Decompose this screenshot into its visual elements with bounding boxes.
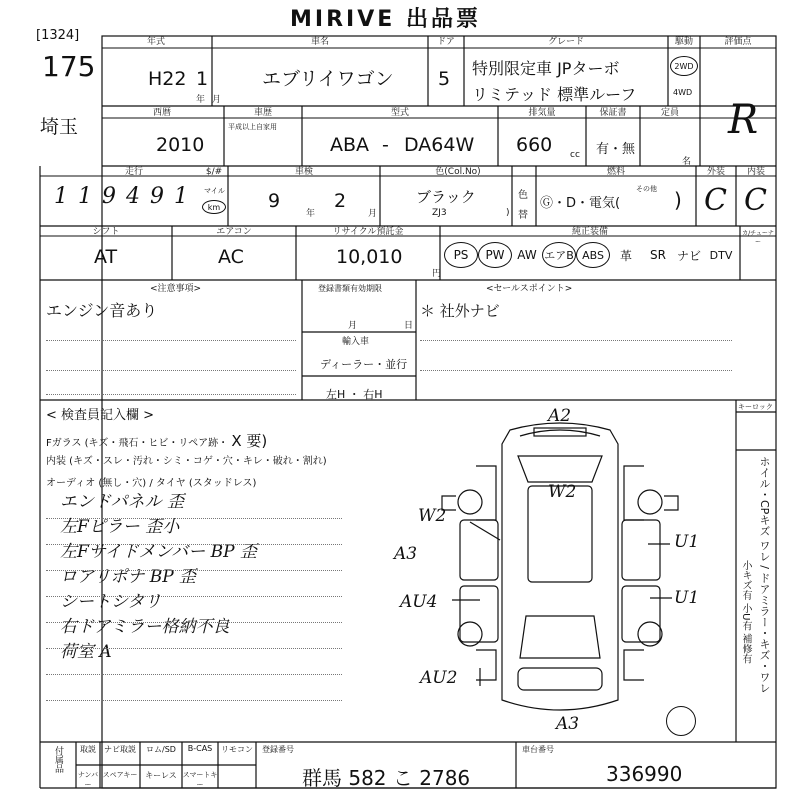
mark-left-au2: AU2 [420,668,458,688]
mark-right-u1b: U1 [674,588,700,608]
history-sub: 平成以上自家用 [228,123,277,131]
capacity-unit: 名 [682,157,692,167]
spare-tire-icon [666,706,696,736]
equipment-item: AW [517,248,537,262]
equipment-item: ナビ [676,248,701,263]
interior-line: 内装 (キズ・スレ・汚れ・シミ・コゲ・穴・キレ・破れ・割れ) [46,456,327,467]
equipment-item: SR [650,248,666,262]
inspection-month: 2 [334,190,347,212]
mark-a3-bottom: A3 [556,714,580,734]
equipment-list [444,242,738,268]
header-reg-expiry: 登録書類有効期限 [318,284,382,293]
header-caution: <注意事項> [150,284,202,294]
accessory-item: スペアキー [102,771,138,779]
reg-month-label: 月 [348,321,358,331]
header-year: 年式 [146,37,165,47]
header-fuel: 燃料 [606,167,625,177]
equipment-item: PW [478,242,512,268]
era-year: H22 [148,68,187,90]
lot-region: 埼玉 [40,116,79,138]
footer-accessories-header: 付属品 [53,746,63,773]
import-handle: 左H ・ 右H [326,388,383,401]
color-change-b: 替 [518,210,528,221]
remark-line: 右ドアミラー格納不良 [60,617,230,637]
mile-unit: マイル [204,187,225,195]
header-history: 車歴 [253,108,272,118]
side-note-2: 小キズ有 小U有 補修有 [740,560,751,664]
header-odo: $/# [205,167,223,177]
mark-left-w2: W2 [418,506,447,526]
remark-line: シートシタリ [60,592,162,612]
mileage-digits [54,186,188,208]
header-exterior: 外装 [706,167,725,177]
reg-day-label: 日 [404,321,414,331]
equipment-item: エアB [542,242,576,268]
color-change-a: 色 [518,190,528,201]
mileage-digit: 9 [150,184,164,209]
equipment-item: DTV [709,248,733,262]
import-dealer: ディーラー・並行 [320,358,408,371]
year-unit: 年 [196,95,206,105]
brand-name: MIRIVE [290,7,396,32]
caution-text: エンジン音あり [46,301,158,320]
month-unit: 月 [212,95,222,105]
audio-tire-line: オーディオ (無し・穴) / タイヤ (スタッドレス) [46,478,257,489]
fglass-line [46,430,267,451]
header-score: 評価点 [724,37,752,47]
header-seireki: 西暦 [152,108,171,118]
accessories-row-1 [76,744,256,755]
remark-line: 荷室 A [60,642,112,662]
warranty-value: 有・無 [596,142,636,157]
accessories-row-2 [76,770,218,790]
side-note-1: ホイル・CPキズ ワレ / ドアミラー・キズ・ワレ [758,456,771,694]
car-name: エブリイワゴン [262,68,394,90]
header-model: 型式 [390,108,409,118]
equipment-item: PS [444,242,478,268]
aircon-value: AC [218,246,244,268]
drive-4wd: 4WD [673,88,693,97]
header-plate: 登録番号 [262,745,294,754]
fglass-text: Fガラス (キズ・飛石・ヒビ・リペア跡・ [46,438,229,449]
mark-left-a3: A3 [394,544,418,564]
shift-value: AT [94,246,118,268]
model-code: DA64W [404,134,475,156]
mark-left-au4: AU4 [400,592,438,612]
accessory-item: 取説 [80,745,96,754]
header-audio: カ/チューナー [742,230,774,246]
color-number: ZJ3 [432,208,447,218]
remark-line: エンドパネル 歪 [60,492,185,512]
model-dash: - [382,134,389,156]
recycle-fee: 10,010 [336,246,403,268]
sales-point: ＊ 社外ナビ [420,302,500,320]
mileage-digit: 1 [78,184,92,209]
cc-unit: cc [570,150,580,160]
car-diagram [440,406,680,740]
header-sales-point: <セールスポイント> [486,284,573,294]
mark-a2: A2 [548,406,572,426]
header-cc: 排気量 [528,108,556,118]
remark-line: ロアリポナ BP 歪 [60,567,197,587]
mark-roof-w2: W2 [548,482,577,502]
fuel-close: ) [674,188,682,212]
form-title [290,2,481,33]
inspector-remarks [60,494,257,661]
interior-grade: C [744,183,767,218]
accessory-item: ロム/SD [146,745,176,754]
accessory-item: B-CAS [187,744,213,753]
engine-cc: 660 [516,134,553,156]
chassis-number: 336990 [606,762,683,786]
header-mileage: 走行 [124,167,143,177]
form-label: 出品票 [405,7,481,32]
header-car-name: 車名 [310,37,329,47]
fuel-type: Ⓖ・D・電気( [540,196,621,211]
inspector-title: < 検査員記入欄 > [46,408,155,423]
fglass-mark: X 要) [231,432,268,450]
header-doors: ドア [437,37,455,47]
header-drive: 駆動 [674,37,693,47]
header-aircon: エアコン [216,227,252,237]
color-paren: ) [506,208,510,218]
color-name: ブラック [416,188,476,206]
km-unit-circled: km [202,200,226,214]
door-count: 5 [438,68,451,90]
year-ad: 2010 [156,134,205,156]
equipment-item: ABS [576,242,610,268]
header-capacity: 定員 [660,108,679,118]
header-import: 輸入車 [342,337,370,347]
inspection-year-unit: 年 [306,209,316,219]
drive-2wd-circled: 2WD [670,56,698,76]
header-interior: 内装 [746,167,765,177]
header-shift: シフト [92,227,120,237]
accessory-item: スマートキー [182,771,218,789]
score-value: R [728,97,759,143]
mileage-digit: 9 [102,184,116,209]
grade-line-2: リミテッド 標準ルーフ [472,85,637,104]
model-prefix: ABA [330,134,370,156]
inspection-month-unit: 月 [368,209,378,219]
header-equipment: 純正装備 [571,227,608,237]
header-inspection: 車検 [294,167,313,177]
header-recycle: リサイクル預託金 [332,227,404,237]
accessory-item: ナンバー [77,771,99,789]
header-grade: グレード [547,37,584,47]
lot-id: [1324] [36,28,80,43]
mileage-digit: 1 [54,184,68,209]
remark-line: 左Fサイドメンバー BP 歪 [60,542,257,562]
accessory-item: ナビ取説 [104,745,136,754]
inspection-year: 9 [268,190,281,212]
exterior-grade: C [704,183,727,218]
mileage-digit: 1 [174,184,188,209]
accessory-item: リモコン [221,745,253,754]
accessory-item: キーレス [145,771,177,780]
grade-line-1: 特別限定車 JPターボ [472,59,620,78]
yen-unit: 円 [432,269,442,279]
plate-number: 群馬 582 こ 2786 [302,766,471,790]
lot-number: 175 [42,50,96,83]
remark-line: 左Fピラー 歪小 [60,517,180,537]
equipment-item: 革 [619,248,632,263]
mark-right-u1a: U1 [674,532,700,552]
keylock-label: キーロック [738,403,773,411]
header-warranty: 保証書 [599,108,627,118]
header-chassis: 車台番号 [522,745,554,754]
mileage-digit: 4 [126,184,140,209]
fuel-other: その他 [636,185,657,193]
header-color: 色(Col.No) [435,167,481,177]
reg-month: 1 [196,68,209,90]
